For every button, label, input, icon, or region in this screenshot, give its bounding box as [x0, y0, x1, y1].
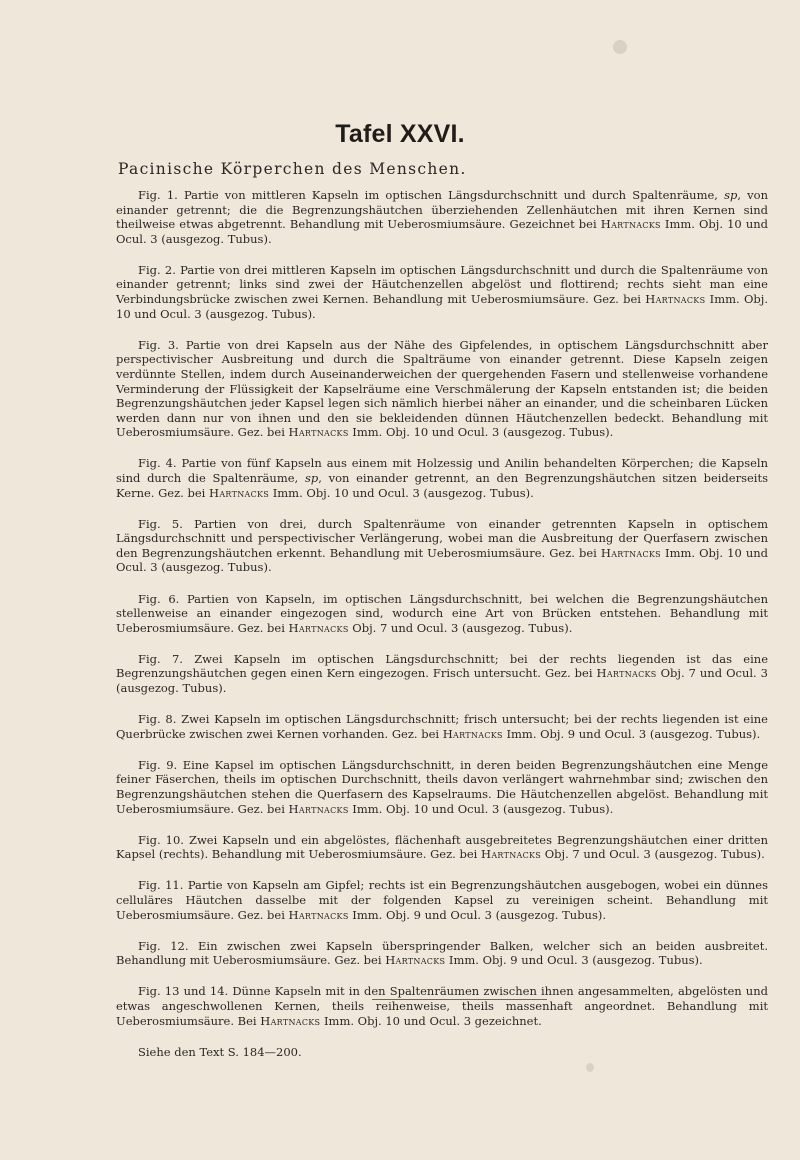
figure-caption [116, 833, 768, 862]
microscope-maker: Hartnacks [208, 485, 270, 500]
caption-text: Imm. Obj. 9 und Ocul. 3 (ausgezog. Tubus). [348, 907, 607, 922]
microscope-maker: Hartnacks [645, 292, 706, 307]
figure-caption [116, 878, 768, 922]
caption-text: Imm. Obj. 10 und Ocul. 3 (ausgezog. Tubus). [348, 801, 614, 816]
microscope-maker: Hartnacks [288, 801, 349, 816]
figure-captions [116, 188, 768, 1076]
caption-abbrev: sp [304, 471, 319, 485]
caption-text: Fig. 1. Partie von mittleren Kapseln im optischen Längsdurchschnitt und durch Spaltenräume, [138, 188, 725, 202]
microscope-maker: Hartnacks [596, 666, 657, 681]
caption-text: Fig. 2. Partie von drei mittleren Kapseln im optischen Längsdurchschnitt und durch die Spaltenräume von einander getrennt; links sind zwei der Häutchenzellen abgelöst und flottirend; rechts sieht man eine Verbindungsbrücke zwischen zwei Kernen. Behandlung mit Ueberosmiumsäure. Gez. bei [116, 262, 768, 307]
caption-text: Imm. Obj. 9 und Ocul. 3 (ausgezog. Tubus). [502, 726, 761, 741]
caption-text: Fig. 10. Zwei Kapseln und ein abgelöstes, flächenhaft ausgebreitetes Begrenzungshäutchen einer dritten Kapsel (rechts). Behandlung mit Ueberosmiumsäure. Gez. bei [116, 832, 768, 862]
caption-text: Imm. Obj. 9 und Ocul. 3 (ausgezog. Tubus). [445, 953, 703, 968]
figure-caption [116, 263, 768, 321]
caption-text: Fig. 3. Partie von drei Kapseln aus der Nähe des Gipfelendes, in optischem Längsdurchschnitt aber perspectivischer Ausbreitung und durch die Spalträume von einander getrennt. Diese Kapseln zeigen verdünnte Stellen, indem durch Auseinanderweichen der quergehenden Fasern und stellenweise vorhandene Verminderung der Flüssigkeit der Kapselräume eine Verschmälerung der Kapseln entstanden ist; die beiden Begrenzungshäutchen jeder Kapsel legen sich nämlich hierbei näher an einander, und die scheinbaren Lücken werden dann nur von ihnen und den sie bekleidenden dünnen Häutchenzellen bedeckt. Behandlung mit Ueberosmiumsäure. Gez. bei [116, 337, 768, 440]
caption-text: Imm. Obj. 10 und Ocul. 3 (ausgezog. Tubus). [348, 425, 614, 440]
microscope-maker: Hartnacks [288, 907, 349, 922]
caption-text: Fig. 11. Partie von Kapseln am Gipfel; rechts ist ein Begrenzungshäutchen ausgebogen, wobei ein dünnes celluläres Häutchen dasselbe mit der folgenden Kapsel zu vereinigen scheint. Behandlung mit Ueberosmiumsäure. Gez. bei [116, 878, 768, 922]
caption-text: Fig. 6. Partien von Kapseln, im optischen Längsdurchschnitt, bei welchen die Begrenzungshäutchen stellenweise an einander eingezogen sind, wodurch eine Art von Brücken entstehen. Behandlung mit Ueberosmiumsäure. Gez. bei [116, 591, 768, 635]
figure-caption [116, 592, 768, 636]
figure-caption [116, 712, 768, 741]
caption-text: Fig. 7. Zwei Kapseln im optischen Längsdurchschnitt; bei der rechts liegenden ist das eine Begrenzungshäutchen gegen einen Kern eingezogen. Frisch untersucht. Gez. bei [116, 651, 768, 681]
caption-text: Obj. 7 und Ocul. 3 (ausgezog. Tubus). [116, 666, 768, 696]
microscope-maker: Hartnacks [288, 425, 349, 440]
paper-stain [613, 40, 627, 54]
caption-text: , von einander getrennt; die die Begrenzungshäutchen überziehenden Zellenhäutchen mit ihren Kernen sind theilweise etwas abgetrennt. Behandlung mit Ueberosmiumsäure. Gezeichnet bei [116, 188, 769, 232]
caption-text: Imm. Obj. 10 und Ocul. 3 (ausgezog. Tubus). [269, 485, 534, 500]
caption-text: Obj. 7 und Ocul. 3 (ausgezog. Tubus). [348, 620, 573, 635]
figure-caption [116, 456, 768, 500]
caption-text: Imm. Obj. 10 und Ocul. 3 gezeichnet. [320, 1013, 542, 1028]
caption-text: Fig. 5. Partien von drei, durch Spaltenräume von einander getrennten Kapseln in optischem Längsdurchschnitt und perspectivischer Verlängerung, wobei man die Ausbreitung der Querfasern zwischen den Begrenzungshäutchen erkennt. Behandlung mit Ueberosmiumsäure. Gez. bei [116, 516, 768, 560]
figure-caption [116, 188, 768, 246]
plate-title: Tafel XXVI. [335, 120, 465, 148]
figure-caption [116, 758, 768, 816]
subtitle: Pacinische Körperchen des Menschen. [118, 160, 467, 178]
microscope-maker: Hartnacks [600, 217, 661, 232]
caption-text: Imm. Obj. 10 und Ocul. 3 (ausgezog. Tubus). [116, 217, 768, 246]
caption-text: Fig. 13 und 14. Dünne Kapseln mit in den Spaltenräumen zwischen ihnen angesammelten, abgelösten und etwas angeschwollenen Kernen, theils reihenweise, theils massenhaft angeordnet. Behandlung mit Ueberosmiumsäure. Bei [116, 984, 768, 1028]
microscope-maker: Hartnacks [442, 726, 503, 741]
caption-text: Fig. 4. Partie von fünf Kapseln aus einem mit Holzessig und Anilin behandelten Körperchen; die Kapseln sind durch die Spaltenräume, [116, 456, 768, 485]
caption-text: Imm. Obj. 10 und Ocul. 3 (ausgezog. Tubus). [116, 545, 769, 575]
microscope-maker: Hartnacks [481, 847, 542, 862]
figure-caption [116, 338, 768, 440]
caption-text: Imm. Obj. 10 und Ocul. 3 (ausgezog. Tubus). [116, 292, 768, 321]
microscope-maker: Hartnacks [600, 545, 661, 560]
figure-caption [116, 939, 768, 968]
figure-caption [116, 984, 768, 1028]
caption-abbrev: sp [724, 188, 738, 202]
caption-text: , von einander getrennt, an den Begrenzungshäutchen sitzen beiderseits Kerne. Gez. bei [116, 471, 768, 500]
closing-rule [372, 999, 547, 1000]
microscope-maker: Hartnacks [288, 620, 349, 635]
caption-text: Fig. 9. Eine Kapsel im optischen Längsdurchschnitt, in deren beiden Begrenzungshäutchen eine Menge feiner Fäserchen, theils im optischen Durchschnitt, theils davon verlängert wahrnehmbar sind; zwischen den Begrenzungshäutchen stehen die Querfasern des Kapselraums. Die Häutchenzellen abgelöst. Behandlung mit Ueberosmiumsäure. Gez. bei [116, 757, 768, 816]
caption-text: Fig. 8. Zwei Kapseln im optischen Längsdurchschnitt; frisch untersucht; bei der rechts liegenden ist eine Querbrücke zwischen zwei Kernen vorhanden. Gez. bei [116, 712, 768, 741]
figure-caption [116, 517, 768, 575]
microscope-maker: Hartnacks [260, 1013, 321, 1028]
caption-text: Fig. 12. Ein zwischen zwei Kapseln überspringender Balken, welcher sich an beiden ausbreitet. Behandlung mit Ueberosmiumsäure. Gez. bei [116, 938, 768, 968]
microscope-maker: Hartnacks [385, 953, 446, 968]
figure-caption [116, 652, 768, 696]
caption-text: Obj. 7 und Ocul. 3 (ausgezog. Tubus). [541, 847, 765, 862]
text-reference: Siehe den Text S. 184—200. [138, 1044, 302, 1059]
